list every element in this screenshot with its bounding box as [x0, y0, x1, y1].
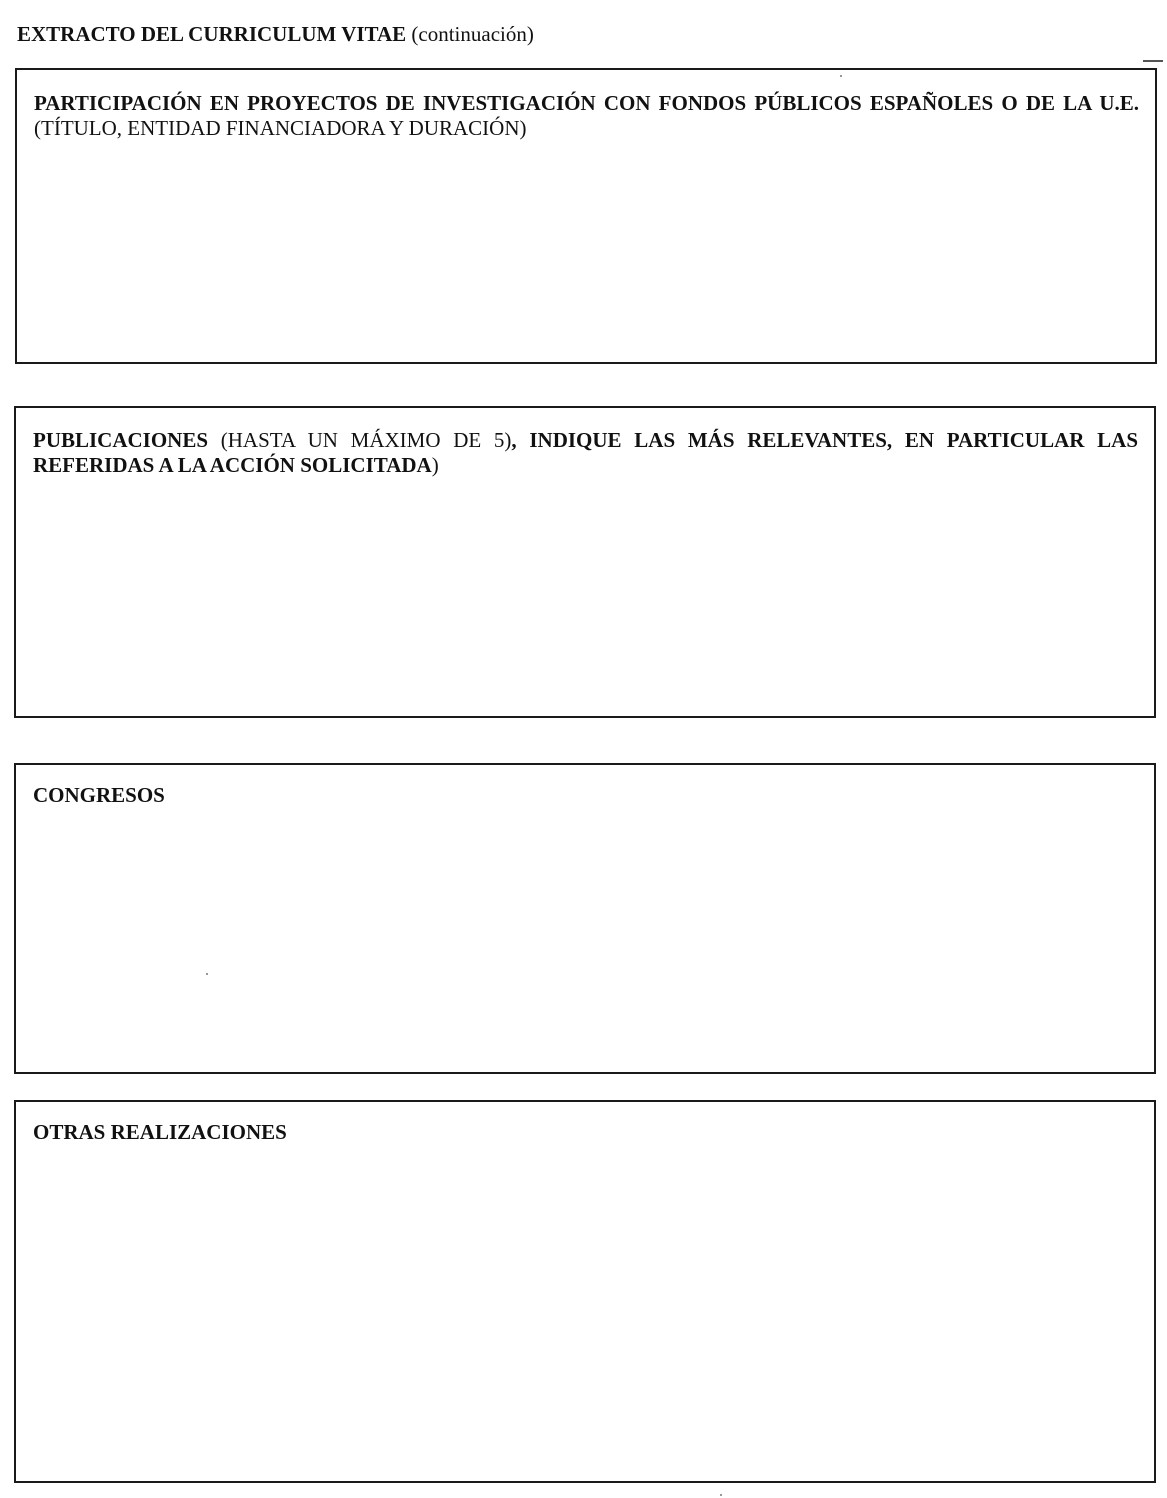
section-publicaciones-title-main: PUBLICACIONES — [33, 428, 209, 452]
page-title — [17, 20, 534, 48]
section-publicaciones-title-close: ) — [431, 453, 439, 477]
page-title-main: EXTRACTO DEL CURRICULUM VITAE — [17, 22, 407, 46]
section-proyectos-box[interactable] — [15, 68, 1157, 364]
section-proyectos-title — [34, 91, 1139, 141]
section-publicaciones-title-limit: (HASTA UN MÁXIMO DE 5) — [220, 428, 512, 452]
section-publicaciones-box[interactable] — [14, 406, 1156, 718]
section-proyectos-title-main: PARTICIPACIÓN EN PROYECTOS DE INVESTIGACIÓN CON FONDOS PÚBLICOS ESPAÑOLES O DE LA U.E. — [34, 91, 1139, 115]
section-otras-box[interactable] — [14, 1100, 1156, 1483]
scan-mark — [206, 973, 208, 975]
section-publicaciones-title-instructions: , INDIQUE LAS MÁS RELEVANTES, EN PARTICULAR LAS REFERIDAS A LA ACCIÓN SOLICITADA — [33, 428, 1139, 477]
page-title-continuation: (continuación) — [411, 22, 534, 46]
section-proyectos-title-detail: (TÍTULO, ENTIDAD FINANCIADORA Y DURACIÓN) — [34, 116, 527, 140]
section-congresos-title — [33, 783, 1138, 808]
section-otras-title-main: OTRAS REALIZACIONES — [33, 1120, 287, 1144]
section-publicaciones-title — [33, 428, 1138, 478]
section-congresos-title-main: CONGRESOS — [33, 783, 165, 807]
section-otras-title — [33, 1120, 1138, 1145]
scan-mark — [720, 1494, 722, 1496]
section-congresos-box[interactable] — [14, 763, 1156, 1074]
scan-mark — [1143, 60, 1163, 62]
